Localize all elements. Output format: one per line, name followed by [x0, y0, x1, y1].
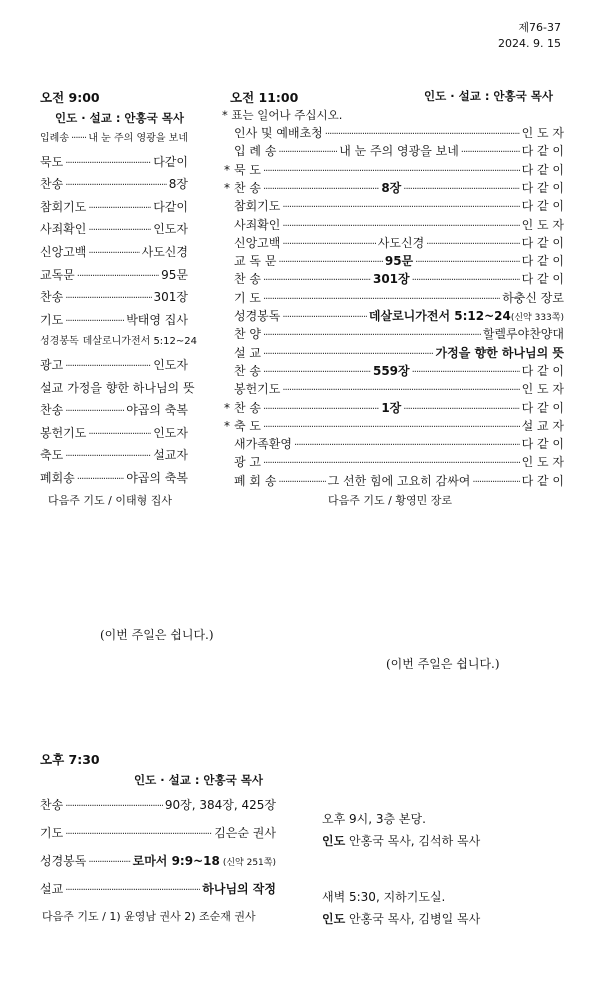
pm9-lead-label: 인도 [322, 834, 346, 848]
order-value: 박태영 집사 [126, 312, 188, 327]
evening-order-row [40, 822, 276, 844]
order-label: 봉헌기도 [40, 425, 87, 440]
leader-dots [77, 469, 124, 491]
order-label: 교독문 [40, 267, 75, 282]
leader-dots [282, 309, 367, 327]
order-value: 다 같 이 [521, 199, 564, 214]
stand-marker: * [224, 418, 230, 433]
leader-dots [461, 144, 520, 162]
leader-dots [278, 474, 325, 492]
leader-dots [263, 346, 434, 364]
morning-order-row [40, 444, 188, 466]
order-value: 로마서 9:9~18 [132, 854, 220, 868]
leader-dots [263, 327, 481, 345]
order-value: 다 같 이 [521, 400, 564, 415]
order-label: 찬 송 [234, 272, 261, 287]
order-value: 가정을 향한 하나님의 뜻 [435, 345, 564, 360]
order-value: 다 같 이 [521, 254, 564, 269]
leader-dots [65, 175, 167, 197]
leader-dots [71, 128, 86, 150]
main-order-row [234, 234, 564, 252]
stand-marker: * [224, 162, 230, 177]
order-value: 다같이 [153, 154, 188, 169]
standing-note: * 표는 일어나 주십시오. [222, 108, 343, 122]
leader-dots [282, 236, 375, 254]
order-value: 설 교 자 [521, 418, 564, 433]
stand-marker: * [224, 400, 230, 415]
leader-dots [472, 474, 519, 492]
order-label: 봉헌기도 [234, 382, 281, 397]
order-label: 입례송 [40, 133, 69, 144]
main-order-row [234, 325, 564, 343]
leader-dots [65, 824, 212, 846]
evening-preacher: 인도 · 설교 : 안홍국 목사 [134, 773, 263, 787]
order-detail: 559장 [372, 363, 410, 378]
leader-dots [426, 236, 519, 254]
leader-dots [282, 382, 519, 400]
leader-dots [88, 220, 151, 242]
leader-dots [65, 880, 200, 902]
evening-service-title: 오후 7:30 [40, 752, 100, 767]
leader-dots [263, 163, 520, 181]
morning-service-title: 오전 9:00 [40, 90, 100, 105]
order-label: 찬 송 [234, 363, 261, 378]
order-label: 축도 [40, 448, 64, 463]
order-label: 축 도 [234, 418, 261, 433]
order-value: 95문 [161, 267, 188, 282]
leader-dots [88, 243, 139, 265]
order-label: 기도 [40, 312, 64, 327]
order-label: 폐회송 [40, 471, 75, 485]
leader-dots [65, 288, 151, 310]
issue-date: 2024. 9. 15 [498, 37, 561, 50]
order-label: 설교 [40, 882, 64, 896]
morning-order-row [40, 309, 188, 331]
leader-dots [263, 291, 500, 309]
order-value: 인도자 [153, 222, 188, 237]
order-value-note: (신약 251쪽) [222, 858, 276, 868]
order-value: 다 같 이 [521, 272, 564, 287]
order-value: 다 같 이 [521, 235, 564, 250]
order-value: 다 같 이 [521, 437, 564, 452]
morning-order-row [40, 377, 195, 399]
morning-order-row [40, 286, 188, 308]
pm9-leaders [322, 832, 480, 849]
order-value: 인도자 [153, 358, 188, 372]
main-order-row [234, 124, 564, 142]
morning-preacher: 인도 · 설교 : 안홍국 목사 [55, 111, 184, 125]
leader-dots [263, 181, 379, 199]
leader-dots [278, 254, 382, 272]
main-order-row [234, 453, 564, 471]
rest-note-right: (이번 주일은 쉽니다.) [386, 657, 500, 671]
order-detail-note: (신약 333쪽) [510, 313, 564, 323]
evening-order-row [40, 878, 276, 900]
morning-order-row [40, 196, 188, 218]
main-order-row [234, 252, 564, 270]
leader-dots [263, 455, 520, 473]
main-order-row [234, 380, 564, 398]
main-order-row [234, 270, 564, 288]
leader-dots [412, 272, 520, 290]
order-label: 신앙고백 [234, 235, 281, 250]
main-order-row [224, 179, 564, 197]
order-detail: 8장 [381, 180, 402, 195]
main-order-row [224, 417, 564, 435]
leader-dots [263, 272, 371, 290]
leader-dots [88, 198, 151, 220]
order-label: 참회기도 [234, 199, 281, 214]
morning-order-row [40, 354, 188, 376]
order-label: 찬 송 [234, 180, 261, 195]
order-value: 인도자 [153, 425, 188, 440]
order-label: 설교 [40, 380, 64, 395]
leader-dots [65, 311, 124, 333]
leader-dots [65, 796, 163, 818]
order-label: 기도 [40, 826, 64, 840]
main-order-row [234, 435, 564, 453]
order-detail: 95문 [384, 254, 414, 269]
leader-dots [263, 401, 379, 419]
order-detail: 301장 [372, 272, 410, 287]
leader-dots [282, 199, 519, 217]
order-value: 설교자 [153, 448, 188, 463]
order-value: 사도신경 [141, 245, 188, 259]
order-label: 찬 양 [234, 327, 261, 342]
main-order-row [234, 362, 564, 380]
morning-order-row [40, 399, 188, 421]
main-order-row [234, 307, 564, 325]
order-value: 다 같 이 [521, 180, 564, 195]
main-order-row [234, 216, 564, 234]
order-label: 인사 및 예배초청 [234, 126, 323, 140]
leader-dots [412, 364, 520, 382]
evening-order-row [40, 850, 276, 872]
order-detail: 그 선한 힘에 고요히 감싸여 [327, 473, 471, 488]
dawn-leaders [322, 910, 480, 927]
order-label: 성경봉독 [40, 854, 87, 868]
order-label: 사죄확인 [234, 217, 281, 232]
leader-dots [403, 181, 519, 199]
order-value: 90장, 384장, 425장 [164, 798, 276, 812]
morning-order-row [40, 128, 188, 150]
leader-dots [77, 266, 159, 288]
dawn-lead-names: 안홍국 목사, 김병일 목사 [349, 912, 481, 926]
order-label: 찬송 [40, 798, 64, 812]
main-next-prayer: 다음주 기도 / 황영민 장로 [328, 494, 452, 507]
morning-order-row [40, 218, 188, 240]
pm9-lead-names: 안홍국 목사, 김석하 목사 [349, 834, 481, 848]
order-detail: 내 눈 주의 영광을 보네 [339, 144, 459, 159]
rest-note-left: (이번 주일은 쉽니다.) [100, 628, 214, 642]
main-order-row [234, 289, 564, 307]
order-value: 인 도 자 [521, 217, 564, 232]
dawn-meeting-title: 새벽 5:30, 지하기도실. [322, 890, 446, 904]
leader-dots [282, 218, 519, 236]
order-label: 성경봉독 [40, 336, 79, 348]
order-value: 야곱의 축복 [126, 403, 188, 418]
evening-next-prayer: 다음주 기도 / 1) 윤영남 권사 2) 조순재 권사 [42, 910, 256, 923]
order-label: 교 독 문 [234, 254, 277, 269]
order-value: 다같이 [153, 199, 188, 214]
order-label: 찬송 [40, 403, 64, 418]
order-label: 광고 [40, 358, 64, 372]
order-label: 성경봉독 [234, 309, 281, 323]
morning-order-row [40, 264, 188, 286]
order-label: 광 고 [234, 455, 261, 470]
pm9-meeting-title: 오후 9시, 3층 본당. [322, 812, 426, 826]
leader-dots [88, 852, 130, 874]
leader-dots [403, 401, 519, 419]
order-label: 기 도 [234, 290, 261, 305]
order-value: 8장 [168, 177, 188, 192]
leader-dots [325, 126, 520, 144]
morning-next-prayer: 다음주 기도 / 이태형 집사 [48, 494, 172, 507]
main-order-row [224, 399, 564, 417]
main-preacher: 인도 · 설교 : 안홍국 목사 [424, 89, 553, 103]
order-label: 찬 송 [234, 400, 261, 415]
order-value: 다 같 이 [521, 162, 564, 177]
order-value: 데살로니가전서 5:12~24 [82, 336, 197, 348]
morning-order-row [40, 173, 188, 195]
order-value: 인 도 자 [521, 126, 564, 140]
main-order-row [224, 161, 564, 179]
order-label: 사죄확인 [40, 222, 87, 237]
order-label: 묵도 [40, 154, 64, 169]
morning-order-row [40, 467, 188, 489]
leader-dots [263, 364, 371, 382]
morning-order-row [40, 151, 188, 173]
order-value: 다 같 이 [521, 363, 564, 378]
order-value: 인 도 자 [521, 382, 564, 397]
main-order-row [234, 197, 564, 215]
issue-number: 제76-37 [518, 21, 561, 34]
leader-dots [65, 401, 124, 423]
leader-dots [88, 424, 151, 446]
main-order-row [234, 142, 564, 160]
order-value: 다 같 이 [521, 144, 564, 159]
evening-order-row [40, 794, 276, 816]
order-label: 참회기도 [40, 199, 87, 214]
order-detail: 데살로니가전서 5:12~24 [368, 309, 511, 323]
order-detail: 1장 [381, 400, 402, 415]
order-value: 하나님의 작정 [202, 882, 276, 896]
order-label: 찬송 [40, 290, 64, 305]
order-value: 내 눈 주의 영광을 보네 [88, 133, 188, 144]
order-value: 할렐루야찬양대 [482, 327, 564, 342]
order-value: 하충신 장로 [502, 290, 564, 305]
morning-order-row [40, 422, 188, 444]
leader-dots [294, 437, 520, 455]
leader-dots [65, 356, 151, 378]
order-value: 인 도 자 [521, 455, 564, 470]
order-value: 가정을 향한 하나님의 뜻 [67, 380, 195, 395]
order-label: 새가족환영 [234, 437, 292, 452]
leader-dots [278, 144, 337, 162]
main-order-row [234, 344, 564, 362]
order-label: 폐 회 송 [234, 473, 277, 488]
leader-dots [263, 419, 520, 437]
order-value: 301장 [153, 290, 188, 305]
dawn-lead-label: 인도 [322, 912, 346, 926]
leader-dots [65, 153, 151, 175]
order-value: 김은순 권사 [214, 826, 276, 840]
morning-order-row [40, 241, 188, 263]
order-label: 설 교 [234, 345, 261, 360]
leader-dots [415, 254, 519, 272]
stand-marker: * [224, 180, 230, 195]
main-service-title: 오전 11:00 [230, 90, 299, 105]
order-label: 입 례 송 [234, 144, 277, 159]
order-label: 신앙고백 [40, 245, 87, 259]
leader-dots [65, 446, 151, 468]
order-label: 묵 도 [234, 162, 261, 177]
bulletin-header [498, 20, 561, 52]
main-order-row [234, 472, 564, 490]
order-detail: 사도신경 [377, 235, 425, 250]
order-label: 찬송 [40, 177, 64, 192]
order-value: 다 같 이 [521, 473, 564, 488]
order-value: 야곱의 축복 [126, 471, 188, 485]
morning-order-row [40, 331, 197, 353]
